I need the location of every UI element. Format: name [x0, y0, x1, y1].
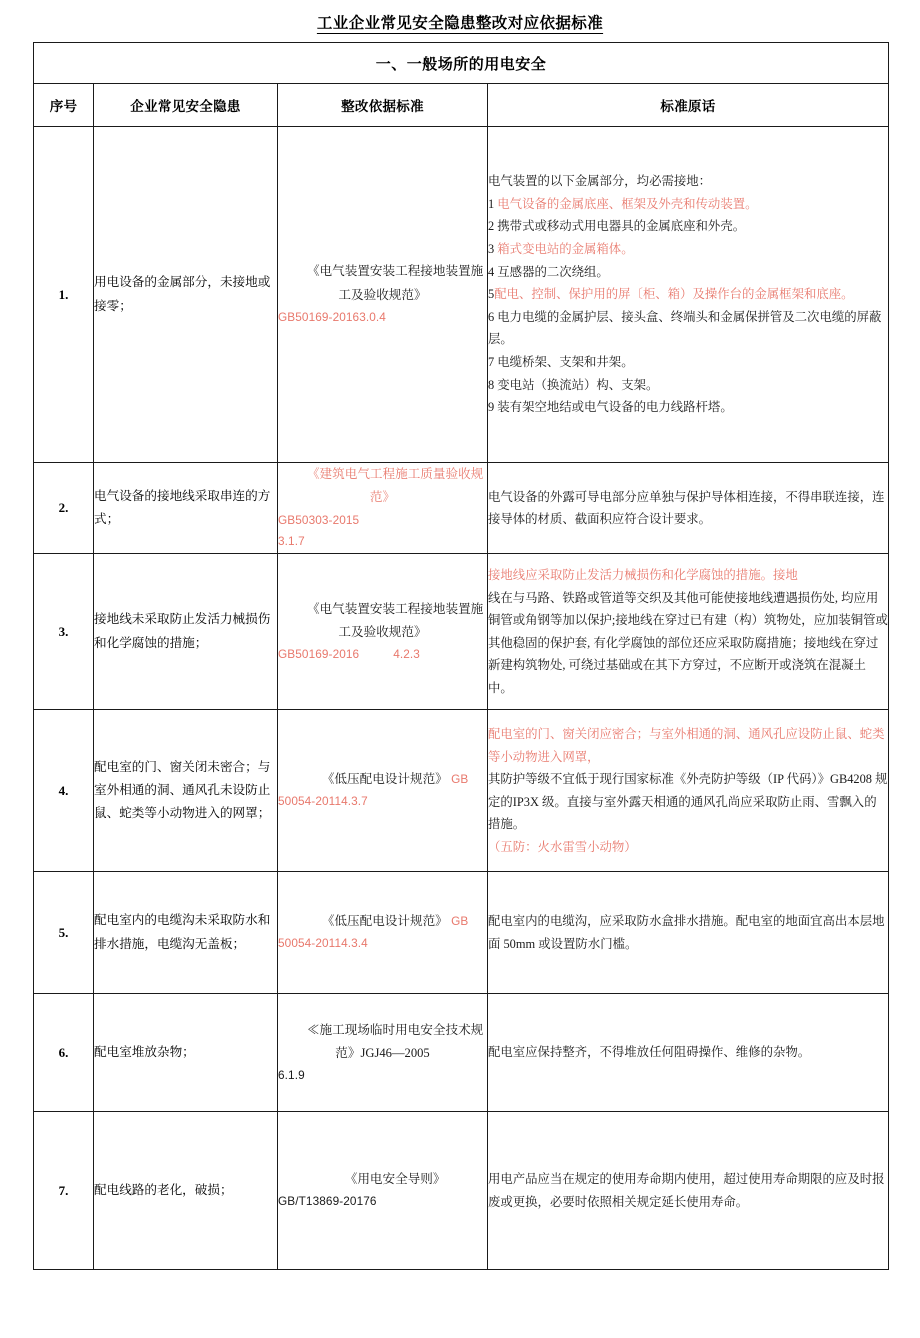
- original-line: 线在与马路、铁路或管道等交织及其他可能使接地线遭遇损伤处, 均应用铜管或角钢等加以保护;接地线在穿过已有建（构）筑物处，应加装铜管或其他稳固的保护套, 有化学腐蚀的部位还应采取防腐措施；接地线在穿过新建构筑物处, 可绕过基础或在其下方穿过，不应断开或浇筑在混凝土中。: [488, 590, 888, 695]
- standard-reference: [278, 710, 488, 872]
- original-line: 7 电缆桥架、支架和井架。: [488, 354, 634, 369]
- standard-title: ≪施工现场临时用电安全技术规范》JGJ46—2005: [306, 1022, 484, 1060]
- standard-title: 《用电安全导则》: [344, 1172, 446, 1187]
- table-header-row: [34, 84, 889, 127]
- original-line: 9 装有架空地结或电气设备的电力线路杆塔。: [488, 400, 733, 415]
- hazard-standards-table: [33, 42, 889, 1270]
- standard-title: 《电气装置安装工程接地装置施工及验收规范》: [306, 601, 484, 639]
- standard-reference: [278, 127, 488, 463]
- original-line: 配电室的门、窗关闭应密合；与室外相通的洞、通风孔应设防止鼠、蛇类等小动物进入网罩，: [488, 726, 885, 764]
- standard-title: 《建筑电气工程施工质量验收规范》: [306, 467, 484, 505]
- standard-original-text: [488, 872, 889, 994]
- original-line: 配电室应保持整齐，不得堆放任何阻碍操作、维修的杂物。: [488, 1045, 811, 1060]
- standard-code: GB50303-2015: [278, 512, 360, 527]
- table-row: [34, 710, 889, 872]
- standard-code-text: GB50169-2016: [278, 647, 360, 662]
- standard-original-text: [488, 463, 889, 554]
- hazard-description: 配电室的门、窗关闭未密合；与室外相通的洞、通风孔未设防止鼠、蛇类等小动物进入的网罩；: [94, 710, 278, 872]
- column-header-no: 序号: [34, 84, 94, 127]
- original-line: 6 电力电缆的金属护层、接头盒、终端头和金属保拼管及二次电缆的屏蔽层。: [488, 309, 882, 347]
- row-number: 6.: [34, 994, 94, 1112]
- standard-code: GB/T13869-20176: [278, 1194, 377, 1209]
- standard-original-text: [488, 994, 889, 1112]
- original-line: 用电产品应当在规定的使用寿命期内使用，超过使用寿命期限的应及时报废或更换，必要时依照相关规定延长使用寿命。: [488, 1172, 885, 1209]
- section-title: [34, 43, 889, 84]
- original-line: 2 携带式或移动式用电器具的金属底座和外壳。: [488, 219, 746, 234]
- row-number: 1.: [34, 127, 94, 463]
- row-number: 3.: [34, 554, 94, 710]
- row-number: 7.: [34, 1112, 94, 1270]
- original-line: 其防护等级不宜低于现行国家标准《外壳防护等级（IP 代码）》GB4208 规定的IP3X 级。直接与室外露天相通的通风孔尚应采取防止雨、雪飘入的措施。: [488, 772, 888, 832]
- table-row: [34, 463, 889, 554]
- original-line: 接地线应采取防止发活力械损伤和化学腐蚀的措施。接地: [488, 567, 798, 582]
- original-line: 8 变电站（换流站）构、支架。: [488, 377, 659, 392]
- standard-reference: [278, 994, 488, 1112]
- standard-clause: 3.1.7: [278, 534, 305, 549]
- standard-code: 50054-20114.3.4: [278, 936, 368, 951]
- original-line: 5配电、控制、保护用的屏〔柜、箱）及操作台的金属框架和底座。: [488, 287, 854, 302]
- standard-title: 《低压配电设计规范》 GB: [321, 914, 469, 929]
- standard-original-text: [488, 710, 889, 872]
- original-line-red: 电气设备的金属底座、框架及外壳和传动装置。: [497, 196, 758, 211]
- hazard-description: 配电室堆放杂物；: [94, 994, 278, 1112]
- table-row: [34, 994, 889, 1112]
- page-title: 工业企业常见安全隐患整改对应依据标准: [316, 15, 604, 32]
- table-row: [34, 872, 889, 994]
- column-header-original: 标准原话: [488, 84, 889, 127]
- standard-original-text: [488, 554, 889, 710]
- standard-original-text: [488, 127, 889, 463]
- original-line: 4 互感器的二次绕组。: [488, 264, 609, 279]
- hazard-description: 配电室内的电缆沟未采取防水和排水措施，电缆沟无盖板；: [94, 872, 278, 994]
- standard-title: 《低压配电设计规范》 GB: [321, 772, 469, 787]
- original-line: 3 箱式变电站的金属箱体。: [488, 242, 634, 257]
- original-line: 电气装置的以下金属部分，均必需接地：: [488, 174, 712, 189]
- standard-code: [278, 644, 487, 666]
- standard-title-text: 《低压配电设计规范》: [321, 914, 448, 929]
- standard-clause: 6.1.9: [278, 1068, 305, 1083]
- table-section-header-row: [34, 43, 889, 84]
- original-line: 配电室内的电缆沟，应采取防水盒排水措施。配电室的地面宜高出本层地面 50mm 或设置防水门槛。: [488, 914, 885, 951]
- standard-code: GB50169-20163.0.4: [278, 309, 386, 324]
- standard-reference: [278, 554, 488, 710]
- original-line: （五防：火水雷雪小动物）: [488, 839, 637, 854]
- standard-reference: [278, 872, 488, 994]
- original-line: 电气设备的外露可导电部分应单独与保护导体相连接，不得串联连接，连接导体的材质、截面积应符合设计要求。: [488, 489, 885, 527]
- row-number: 4.: [34, 710, 94, 872]
- standard-original-text: [488, 1112, 889, 1270]
- table-row: [34, 1112, 889, 1270]
- row-number: 5.: [34, 872, 94, 994]
- standard-reference: [278, 463, 488, 554]
- row-number: 2.: [34, 463, 94, 554]
- hazard-description: 接地线未采取防止发活力械损伤和化学腐蚀的措施；: [94, 554, 278, 710]
- standard-clause: 4.2.3: [393, 647, 420, 662]
- hazard-description: 电气设备的接地线采取串连的方式；: [94, 463, 278, 554]
- hazard-description: 配电线路的老化，破损；: [94, 1112, 278, 1270]
- standard-reference: [278, 1112, 488, 1270]
- table-row: [34, 127, 889, 463]
- hazard-description: 用电设备的金属部分，未接地或接零；: [94, 127, 278, 463]
- column-header-hazard: 企业常见安全隐患: [94, 84, 278, 127]
- original-line: 1 电气设备的金属底座、框架及外壳和传动装置。: [488, 196, 758, 211]
- section-title-text: 一、一般场所的用电安全: [375, 55, 547, 73]
- standard-title-text: 《低压配电设计规范》: [321, 772, 448, 787]
- table-row: [34, 554, 889, 710]
- standard-title: 《电气装置安装工程接地装置施工及验收规范》: [306, 264, 484, 302]
- column-header-standard: 整改依据标准: [278, 84, 488, 127]
- standard-code: 50054-20114.3.7: [278, 794, 368, 809]
